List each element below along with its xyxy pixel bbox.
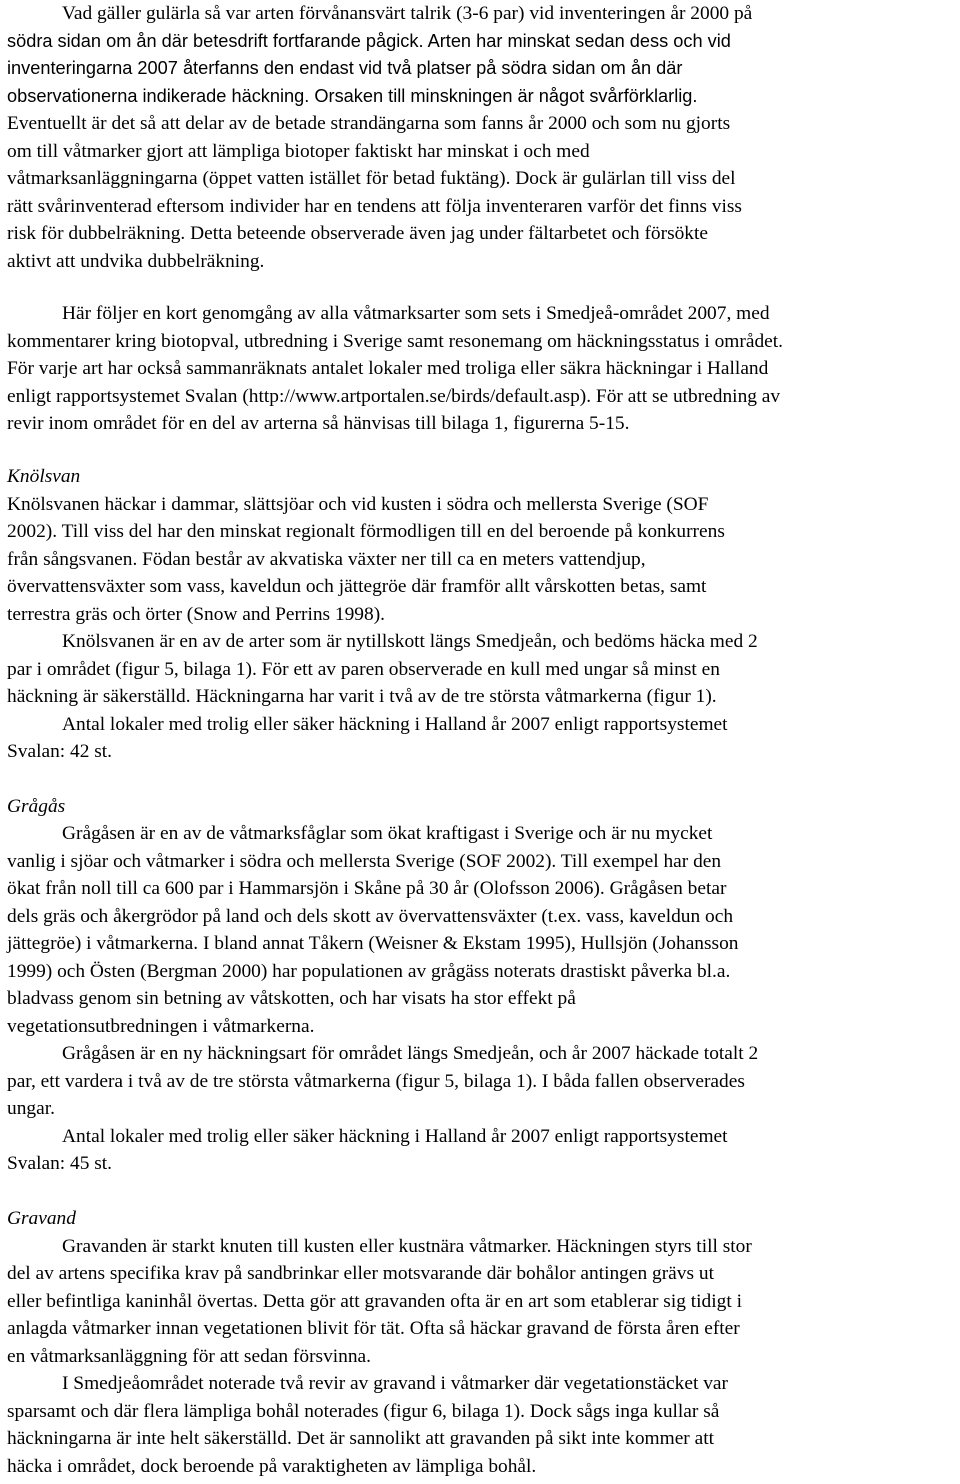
text-line: bladvass genom sin betning av våtskotten, och har visats ha stor effekt på (7, 988, 576, 1009)
text-line: I Smedjeåområdet noterade två revir av gravand i våtmarker där vegetationstäcket var (62, 1373, 728, 1394)
text-line: Svalan: 45 st. (7, 1153, 113, 1174)
text-line: Antal lokaler med trolig eller säker häckning i Halland år 2007 enligt rapportsystemet (62, 714, 728, 735)
text-line: vegetationsutbredningen i våtmarkerna. (7, 1016, 315, 1037)
text-line: aktivt att undvika dubbelräkning. (7, 251, 265, 272)
section-heading: Gravand (7, 1208, 76, 1229)
text-line: övervattensväxter som vass, kaveldun och jättegröe där framför allt vårskotten betas, samt (7, 576, 707, 597)
section-heading: Knölsvan (7, 466, 81, 487)
text-line: en våtmarksanläggning för att sedan försvinna. (7, 1346, 372, 1367)
text-line: sparsamt och där flera lämpliga bohål noterades (figur 6, bilaga 1). Dock sågs inga kullar så (7, 1401, 720, 1422)
text-line: Grågåsen är en ny häckningsart för området längs Smedjeån, och år 2007 häckade totalt 2 (62, 1043, 759, 1064)
text-line: Knölsvanen häckar i dammar, slättsjöar och vid kusten i södra och mellersta Sverige (SOF (7, 494, 709, 515)
text-line: jättegröe) i våtmarkerna. I bland annat Tåkern (Weisner & Ekstam 1995), Hullsjön (Johansson (7, 933, 739, 954)
text-line: revir inom området för en del av arterna så hänvisas till bilaga 1, figurerna 5-15. (7, 413, 630, 434)
text-line: inventeringarna 2007 återfanns den endast vid två platser på södra sidan om ån där (7, 58, 683, 78)
text-line: ungar. (7, 1098, 55, 1119)
section-heading: Grågås (7, 796, 66, 817)
text-line: Antal lokaler med trolig eller säker häckning i Halland år 2007 enligt rapportsystemet (62, 1126, 728, 1147)
text-line: dels gräs och åkergrödor på land och dels skott av övervattensväxter (t.ex. vass, kaveldun och (7, 906, 734, 927)
text-line: eller befintliga kaninhål övertas. Detta gör att gravanden ofta är en art som etablerar sig tidigt i (7, 1291, 742, 1312)
text-line: 1999) och Östen (Bergman 2000) har populationen av grågäss noterats drastiskt påverka bl.a. (7, 961, 731, 982)
text-line: ökat från noll till ca 600 par i Hammarsjön i Skåne på 30 år (Olofsson 2006). Grågåsen betar (7, 878, 727, 899)
text-line: risk för dubbelräkning. Detta beteende observerade även jag under fältarbetet och försökte (7, 223, 708, 244)
text-line: våtmarksanläggningarna (öppet vatten istället för betad fuktäng). Dock är gulärlan till viss del (7, 168, 736, 189)
text-line: om till våtmarker gjort att lämpliga biotoper faktiskt har minskat i och med (7, 141, 590, 162)
text-line: terrestra gräs och örter (Snow and Perrins 1998). (7, 604, 386, 625)
text-line: södra sidan om ån där betesdrift fortfarande pågick. Arten har minskat sedan dess och vid (7, 31, 731, 51)
text-line: För varje art har också sammanräknats antalet lokaler med troliga eller säkra häckningar i Halland (7, 358, 769, 379)
text-line: enligt rapportsystemet Svalan (http://www.artportalen.se/birds/default.asp). För att se utbredning av (7, 386, 781, 407)
text-line: Eventuellt är det så att delar av de betade strandängarna som fanns år 2000 och som nu gjorts (7, 113, 731, 134)
text-line: häcka i området, dock beroende på varaktigheten av lämpliga bohål. (7, 1456, 537, 1477)
text-line: observationerna indikerade häckning. Orsaken till minskningen är något svårförklarlig. (7, 86, 698, 106)
text-line: Knölsvanen är en av de arter som är nytillskott längs Smedjeån, och bedöms häcka med 2 (62, 631, 758, 652)
text-line: par i området (figur 5, bilaga 1). För ett av paren observerade en kull med ungar så minst en (7, 659, 720, 680)
text-line: rätt svårinventerad eftersom individer har en tendens att följa inventeraren varför det finns viss (7, 196, 742, 217)
text-line: Här följer en kort genomgång av alla våtmarksarter som sets i Smedjeå-området 2007, med (62, 303, 770, 324)
text-line: Vad gäller gulärla så var arten förvånansvärt talrik (3-6 par) vid inventeringen år 2000 på (62, 3, 753, 24)
text-line: Gravanden är starkt knuten till kusten eller kustnära våtmarker. Häckningen styrs till stor (62, 1236, 752, 1257)
text-line: anlagda våtmarker innan vegetationen blivit för tät. Ofta så häckar gravand de första åren efter (7, 1318, 740, 1339)
text-line: från sångsvanen. Födan består av akvatiska växter ner till ca en meters vattendjup, (7, 549, 646, 570)
text-line: häckning är säkerställd. Häckningarna har varit i två av de tre största våtmarkerna (figur 1). (7, 686, 717, 707)
text-line: 2002). Till viss del har den minskat regionalt förmodligen till en del beroende på konkurrens (7, 521, 725, 542)
text-line: kommentarer kring biotopval, utbredning i Sverige samt resonemang om häckningsstatus i området. (7, 331, 783, 352)
text-line: Grågåsen är en av de våtmarksfåglar som ökat kraftigast i Sverige och är nu mycket (62, 823, 713, 844)
text-line: del av artens specifika krav på sandbrinkar eller motsvarande där bohålor antingen grävs ut (7, 1263, 714, 1284)
text-line: Svalan: 42 st. (7, 741, 113, 762)
text-line: vanlig i sjöar och våtmarker i södra och mellersta Sverige (SOF 2002). Till exempel har den (7, 851, 722, 872)
text-line: par, ett vardera i två av de tre största våtmarkerna (figur 5, bilaga 1). I båda fallen observerades (7, 1071, 745, 1092)
text-line: häckningarna är inte helt säkerställd. Det är sannolikt att gravanden på sikt inte kommer att (7, 1428, 714, 1449)
